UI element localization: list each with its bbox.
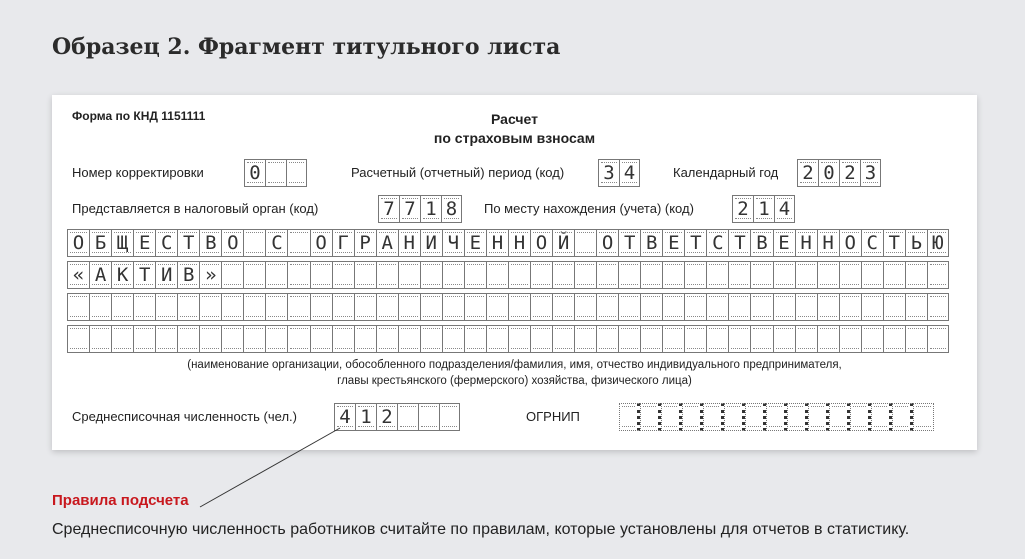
year-label: Календарный год: [673, 165, 779, 180]
form-cell[interactable]: Т: [133, 261, 155, 289]
form-cell[interactable]: С: [265, 229, 287, 257]
form-cell[interactable]: Н: [817, 229, 839, 257]
form-cell[interactable]: 2: [797, 159, 818, 187]
form-cell[interactable]: Т: [684, 229, 706, 257]
form-cell[interactable]: А: [376, 229, 398, 257]
form-cell[interactable]: 2: [732, 195, 753, 223]
period-label: Расчетный (отчетный) период (код): [351, 165, 565, 180]
form-cell[interactable]: О: [221, 229, 243, 257]
form-cell[interactable]: В: [199, 229, 221, 257]
form-cell[interactable]: И: [420, 229, 442, 257]
form-cell[interactable]: 2: [376, 403, 397, 431]
form-cell[interactable]: Н: [508, 229, 530, 257]
form-cell[interactable]: Ю: [927, 229, 949, 257]
form-cell[interactable]: Т: [728, 229, 750, 257]
form-cell[interactable]: 7: [378, 195, 399, 223]
form-cell[interactable]: О: [310, 229, 332, 257]
form-cell[interactable]: О: [67, 229, 89, 257]
tax-authority-label: Представляется в налоговый орган (код): [72, 201, 319, 216]
form-cell[interactable]: Н: [398, 229, 420, 257]
form-cell[interactable]: Б: [89, 229, 111, 257]
form-cell[interactable]: К: [111, 261, 133, 289]
form-cell[interactable]: 0: [818, 159, 839, 187]
form-cell[interactable]: »: [199, 261, 221, 289]
form-cell[interactable]: В: [177, 261, 199, 289]
name-caption-line1: (наименование организации, обособленного подразделения/фамилия, имя, отчество индивидуального предпринимателя,: [187, 359, 842, 371]
form-cell[interactable]: 4: [334, 403, 355, 431]
form-cell[interactable]: Щ: [111, 229, 133, 257]
form-title: Расчет: [491, 111, 538, 127]
correction-label: Номер корректировки: [72, 165, 204, 180]
form-cell[interactable]: 2: [839, 159, 860, 187]
form-cell[interactable]: Й: [552, 229, 574, 257]
form-cell[interactable]: 4: [619, 159, 640, 187]
form-cell[interactable]: О: [596, 229, 618, 257]
form-cell[interactable]: 7: [399, 195, 420, 223]
form-cell[interactable]: «: [67, 261, 89, 289]
form-cell[interactable]: Е: [773, 229, 795, 257]
form-cell[interactable]: 1: [420, 195, 441, 223]
form-cell[interactable]: 1: [753, 195, 774, 223]
form-cell[interactable]: Е: [662, 229, 684, 257]
form-cell[interactable]: 4: [774, 195, 795, 223]
form-cell[interactable]: Ь: [905, 229, 927, 257]
form-cell[interactable]: Р: [354, 229, 376, 257]
headcount-label: Среднесписочная численность (чел.): [72, 409, 297, 424]
form-subtitle: по страховым взносам: [433, 130, 596, 146]
form-cell[interactable]: В: [750, 229, 772, 257]
form-cell[interactable]: 3: [860, 159, 881, 187]
name-caption-line2: главы крестьянского (фермерского) хозяйства, физического лица): [337, 375, 692, 387]
rules-title: Правила подсчета: [52, 492, 189, 509]
form-cell[interactable]: 0: [244, 159, 265, 187]
form-cell[interactable]: Т: [618, 229, 640, 257]
form-cell[interactable]: Н: [795, 229, 817, 257]
page-heading: Образец 2. Фрагмент титульного листа: [52, 34, 561, 60]
ogrnip-label: ОГРНИП: [526, 409, 580, 424]
form-cell[interactable]: С: [155, 229, 177, 257]
form-cell[interactable]: Т: [177, 229, 199, 257]
form-cell[interactable]: О: [839, 229, 861, 257]
form-cell[interactable]: 1: [355, 403, 376, 431]
form-cell[interactable]: И: [155, 261, 177, 289]
form-code: Форма по КНД 1151111: [72, 109, 206, 123]
form-cell[interactable]: Е: [464, 229, 486, 257]
form-cell[interactable]: А: [89, 261, 111, 289]
form-cell[interactable]: С: [861, 229, 883, 257]
form-cell[interactable]: Г: [332, 229, 354, 257]
form-cell[interactable]: Т: [883, 229, 905, 257]
form-cell[interactable]: В: [640, 229, 662, 257]
form-cell[interactable]: 3: [598, 159, 619, 187]
form-cell[interactable]: Ч: [442, 229, 464, 257]
form-cell[interactable]: О: [530, 229, 552, 257]
location-label: По месту нахождения (учета) (код): [484, 201, 694, 216]
form-cell[interactable]: Н: [486, 229, 508, 257]
form-cell[interactable]: 8: [441, 195, 462, 223]
form-cell[interactable]: Е: [133, 229, 155, 257]
form-cell[interactable]: С: [706, 229, 728, 257]
rules-text: Среднесписочную численность работников считайте по правилам, которые установлены для отчетов в статистику.: [52, 521, 910, 538]
